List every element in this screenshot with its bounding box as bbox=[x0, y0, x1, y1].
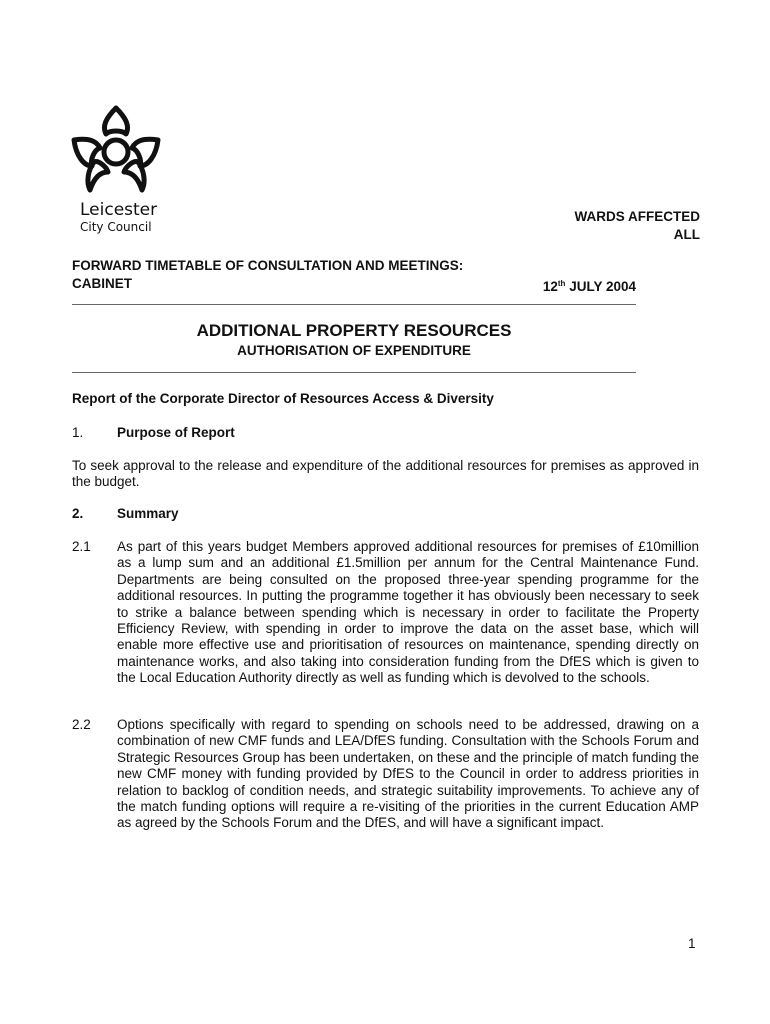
section-title: Summary bbox=[117, 506, 179, 521]
paragraph-number: 2.1 bbox=[72, 539, 91, 554]
document-title: ADDITIONAL PROPERTY RESOURCES bbox=[196, 321, 512, 340]
meeting-date: 12th JULY 2004 bbox=[542, 279, 636, 294]
report-author: Report of the Corporate Director of Resources Access & Diversity bbox=[72, 391, 494, 406]
paragraph-text: As part of this years budget Members approved additional resources for premises of £10million as a lump sum and an additional £1.5million per annum for the Central Maintenance Fund. Departments are being consulted on the proposed three-year spending programme for the additional resources. In putting the programme together it has obviously been necessary to seek to strike a balance between spending which is necessary in order to facilitate the Property Efficiency Review, with spending in order to improve the data on the asset base, which will enable more effective use and prioritisation of resources on maintenance, spending directly on maintenance works, and also taking into consideration funding from the DfES which is given to the Local Education Authority directly as well as funding which is devolved to the schools. bbox=[117, 539, 699, 686]
divider bbox=[72, 372, 636, 373]
section-number: 2. bbox=[72, 506, 84, 521]
purpose-paragraph: To seek approval to the release and expenditure of the additional resources for premises as approved in the budget. bbox=[72, 458, 699, 490]
page-number: 1 bbox=[688, 936, 696, 951]
section-title: Purpose of Report bbox=[117, 425, 235, 440]
section-heading-purpose bbox=[72, 425, 235, 440]
section-heading-summary bbox=[72, 506, 179, 521]
meeting-name: CABINET bbox=[72, 276, 132, 291]
tudor-rose-icon bbox=[66, 100, 166, 200]
paragraph-text: Options specifically with regard to spending on schools need to be addressed, drawing on a combination of new CMF funds and LEA/DfES funding. Consultation with the Schools Forum and Strategic Resources Group has been undertaken, on these and the principle of match funding the new CMF money with funding provided by DfES to the Council in order to address priorities in relation to backlog of condition needs, and strategic suitability improvements. To achieve any of the match funding options will require a re-visiting of the priorities in the current Education AMP as agreed by the Schools Forum and the DfES, and will have a significant impact. bbox=[117, 717, 699, 831]
summary-paragraph-2-2 bbox=[72, 717, 699, 832]
council-logo bbox=[66, 100, 176, 240]
wards-value: ALL bbox=[673, 227, 700, 242]
forward-timetable bbox=[72, 257, 636, 296]
paragraph-number: 2.2 bbox=[72, 717, 91, 732]
document-subtitle: AUTHORISATION OF EXPENDITURE bbox=[237, 343, 471, 358]
forward-timetable-title: FORWARD TIMETABLE OF CONSULTATION AND MEETINGS: bbox=[72, 258, 464, 273]
section-number: 1. bbox=[72, 425, 84, 440]
divider bbox=[72, 304, 636, 305]
logo-subname: City Council bbox=[80, 220, 152, 234]
summary-paragraph-2-1 bbox=[72, 539, 699, 687]
wards-affected bbox=[575, 208, 701, 244]
wards-label: WARDS AFFECTED bbox=[574, 209, 700, 224]
logo-name: Leicester bbox=[80, 200, 158, 220]
